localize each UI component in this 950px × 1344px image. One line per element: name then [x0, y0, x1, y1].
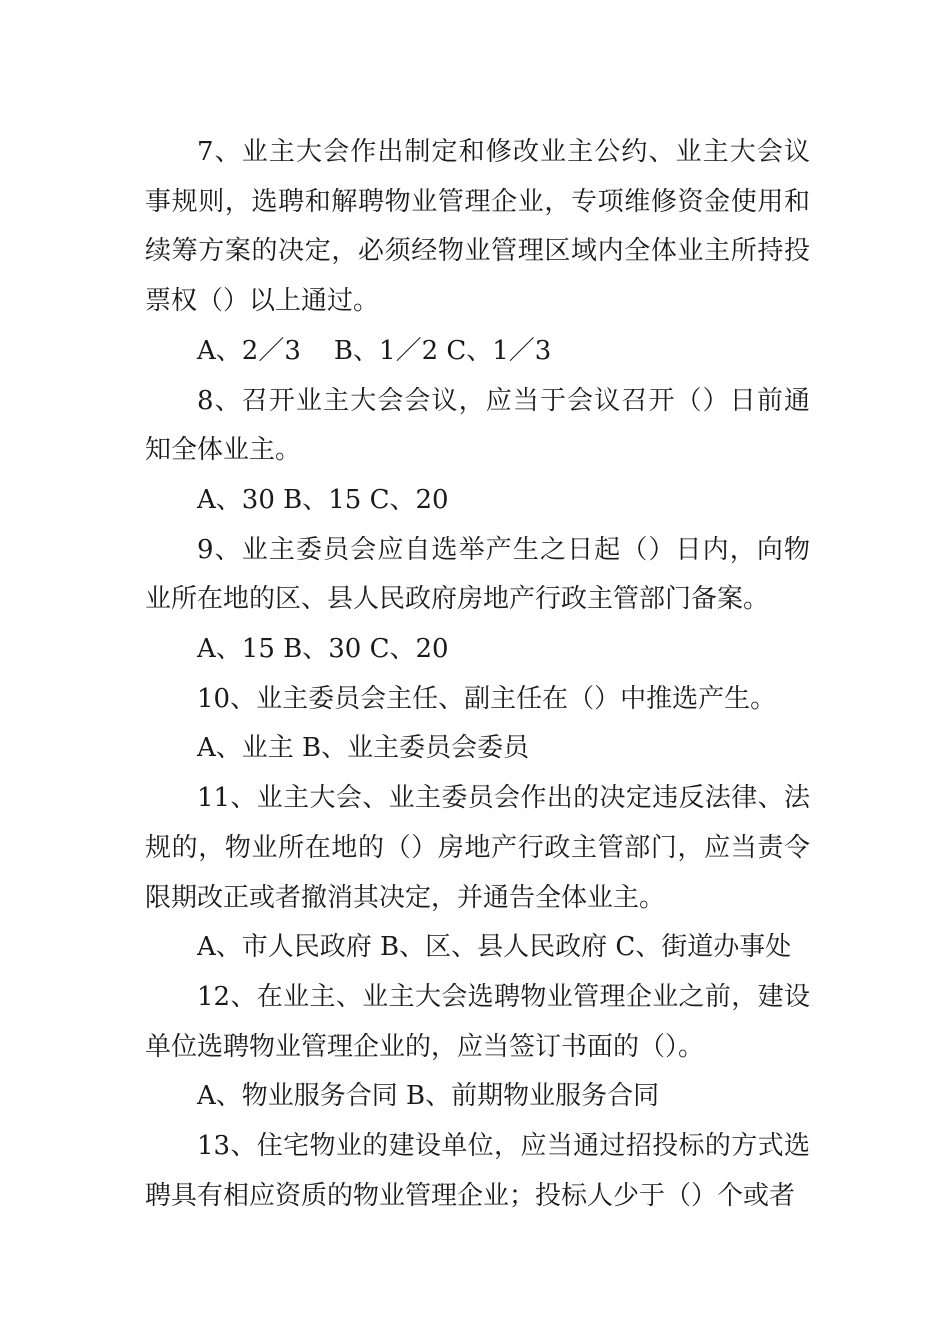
question-12: 12、在业主、业主大会选聘物业管理企业之前，建设单位选聘物业管理企业的，应当签订书面的（）。	[145, 981, 810, 1062]
options-11: A、市人民政府 B、区、县人民政府 C、街道办事处	[197, 932, 792, 963]
options-10: A、业主 B、业主委员会委员	[197, 733, 530, 764]
question-13: 13、住宅物业的建设单位，应当通过招投标的方式选聘具有相应资质的物业管理企业；投标人少于（）个或者	[145, 1131, 810, 1211]
options-12: A、物业服务合同 B、前期物业服务合同	[197, 1081, 660, 1112]
question-10: 10、业主委员会主任、副主任在（）中推选产生。	[197, 683, 777, 714]
options-7: A、2／3 B、1／2 C、1／3	[197, 335, 552, 366]
question-7: 7、业主大会作出制定和修改业主公约、业主大会议事规则，选聘和解聘物业管理企业，专项维修资金使用和续筹方案的决定，必须经物业管理区域内全体业主所持投票权（）以上通过。	[145, 137, 810, 317]
question-9: 9、业主委员会应自选举产生之日起（）日内，向物业所在地的区、县人民政府房地产行政主管部门备案。	[145, 534, 810, 615]
question-11: 11、业主大会、业主委员会作出的决定违反法律、法规的，物业所在地的（）房地产行政主管部门，应当责令限期改正或者撤消其决定，并通告全体业主。	[145, 783, 810, 913]
question-8: 8、召开业主大会会议，应当于会议召开（）日前通知全体业主。	[145, 385, 810, 466]
options-8: A、30 B、15 C、20	[197, 484, 449, 515]
document-body	[145, 128, 810, 1221]
options-9: A、15 B、30 C、20	[197, 634, 449, 665]
